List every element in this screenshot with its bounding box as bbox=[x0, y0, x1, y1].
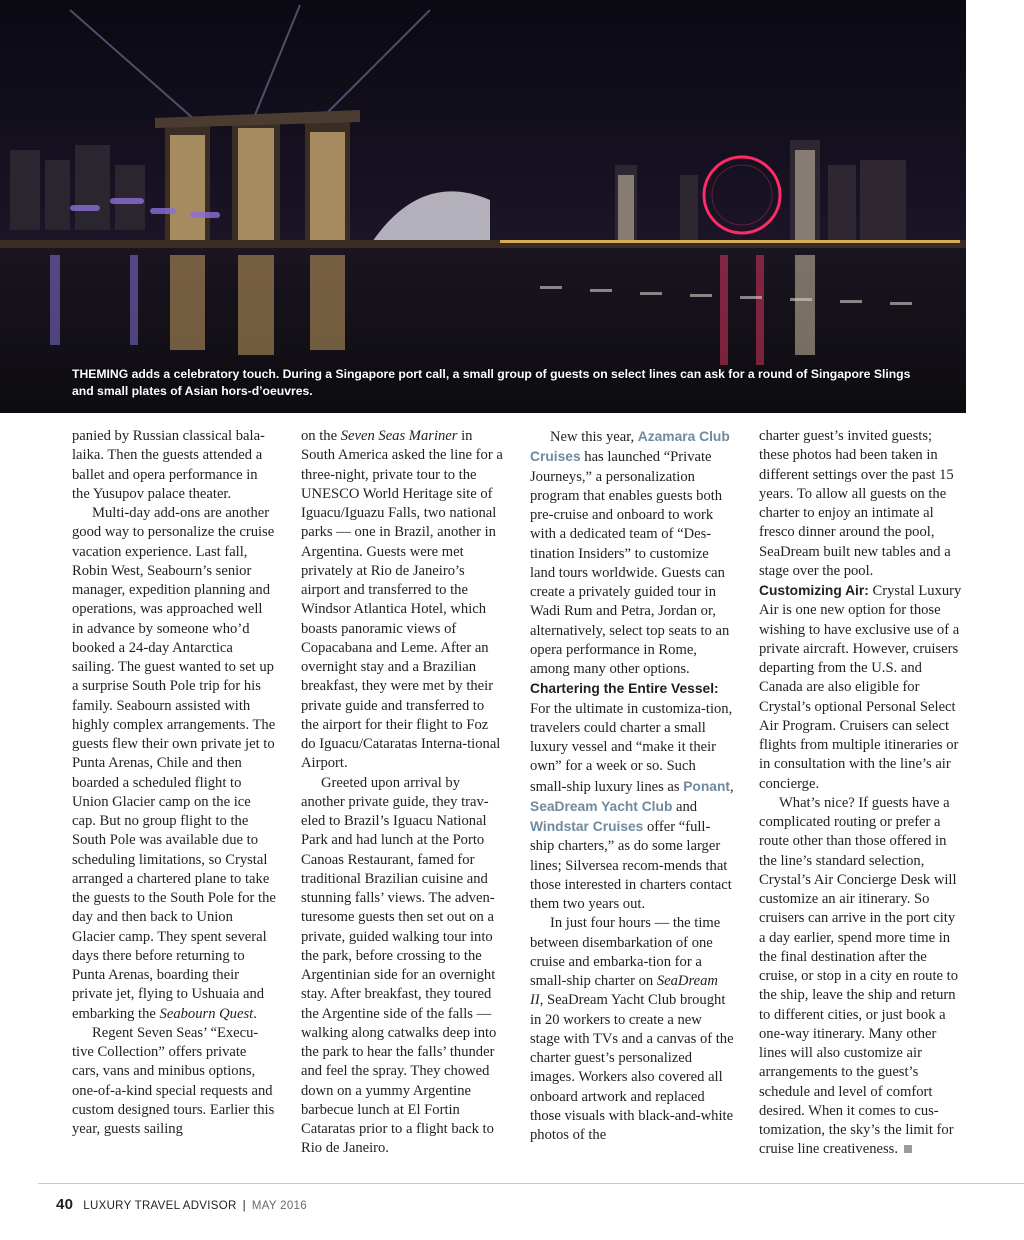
article-column-3 bbox=[530, 427, 734, 1145]
text-run: and bbox=[672, 798, 698, 815]
text-run: Multi-day add-ons are another good way to personalize the cruise vacation experience. Last fall, Robin West, Seabourn’s senior manager, expedition planning and operations, was approached well in advance by someone who’d booked a 24-day Antarctica sailing. The guest wanted to set up a surprise South Pole trip for his family. Seabourn assisted with highly complex arrangements. The guests flew their own private jet to Punta Arenas, Chile and then boarded a scheduled flight to Union Glacier camp on the ice cap. But no group flight to the South Pole was available due to scheduling limitations, so Crystal arranged a chartered plane to take the guests to the South Pole for the day and then back to Union Glacier camp. They spent several days there before returning to Punta Arenas, boarding their private jet, flying to Ushuaia and embarking the bbox=[72, 505, 276, 1022]
brand-azamara: Azamara Club Cruises bbox=[530, 429, 730, 465]
end-of-article-square-icon bbox=[904, 1145, 912, 1153]
caption-lead: THEMING bbox=[72, 367, 129, 381]
text-run: What’s nice? If guests have a complicated routing or prefer a route other than those offered in the line’s standard selection, Crystal’s Air Concierge Desk will customize an air itinerary. So cruisers can arrive in the port city a day earlier, spend more time in the final destination after the cruise, or stop in a city en route to the ship, leave the ship and return to different cities, or just book a one-way itinerary. Many other lines will also customize air arrangements to the guest’s schedule and level of comfort desired. When it comes to cus-tomization, the sky’s the limit for cruise line creativeness. bbox=[759, 794, 958, 1158]
photo-caption bbox=[72, 366, 932, 400]
skyline-illustration bbox=[0, 0, 966, 413]
text-run: For the ultimate in customiza-tion, travelers could charter a small luxury vessel and “make it their own” for a week or so. Such small-ship luxury lines as bbox=[530, 700, 733, 795]
paragraph: Regent Seven Seas’ “Execu-tive Collection” offers private cars, vans and minibus options, one-of-a-kind special requests and custom designed tours. Earlier this year, guests sailing bbox=[72, 1024, 275, 1137]
subhead-customizing-air: Customizing Air: bbox=[759, 583, 869, 598]
paragraph bbox=[759, 581, 963, 794]
brand-ponant: Ponant bbox=[683, 778, 730, 794]
brand-seadream: SeaDream Yacht Club bbox=[530, 798, 673, 814]
article-column-4 bbox=[759, 427, 963, 1160]
paragraph bbox=[530, 427, 734, 679]
brand-windstar: Windstar Cruises bbox=[530, 819, 644, 834]
paragraph: panied by Russian classical bala-laika. Then the guests attended a ballet and opera performance in the Yusupov palace theater. bbox=[72, 428, 265, 502]
text-run: New this year, bbox=[550, 429, 638, 445]
text-run: on the bbox=[301, 428, 341, 444]
ship-name: Seabourn Quest bbox=[159, 1005, 254, 1022]
paragraph: charter guest’s invited guests; these photos had been taken in different settings over the past 15 years. To allow all guests on the charter to enjoy an intimate al fresco dinner around the pool, SeaDream built new tables and a stage over the pool. bbox=[759, 428, 954, 579]
subhead-chartering: Chartering the Entire Vessel: bbox=[530, 681, 719, 697]
text-run: . bbox=[253, 1005, 257, 1022]
caption-text: adds a celebratory touch. During a Singapore port call, a small group of guests on select lines can ask for a round of Singapore Slings and small plates of Asian hors-d’oeuvres. bbox=[72, 367, 911, 398]
text-run: , SeaDream Yacht Club brought in 20 workers to create a new stage with TVs and a canvas of the charter guest’s personalized images. Workers also covered all onboard artwork and replaced those visuals with black-and-white photos of the bbox=[530, 992, 734, 1143]
text-run: , bbox=[730, 778, 734, 795]
article-column-2 bbox=[301, 427, 505, 1159]
text-run: In just four hours — the time between disembarkation of one cruise and embarka-tion for a small-ship charter on bbox=[530, 915, 721, 989]
paragraph bbox=[72, 504, 276, 1024]
footer-divider bbox=[38, 1183, 1024, 1184]
paragraph bbox=[759, 794, 963, 1160]
article-column-1 bbox=[72, 427, 276, 1139]
ship-name: Seven Seas Mariner bbox=[340, 428, 458, 444]
text-run: has launched “Private Journeys,” a personalization program that enables guests both pre-cruise and onboard to work with a dedicated team of “Des-tination Insiders” to customize land tours worldwide. Guests can create a privately guided tour in Wadi Rum and Petra, Jordan or, alternatively, select top seats to an opera performance in Rome, among many other options. bbox=[530, 449, 730, 677]
paragraph bbox=[530, 914, 734, 1145]
paragraph: Greeted upon arrival by another private guide, they trav-eled to Brazil’s Iguacu National Park and had lunch at the Porto Canoas Restaurant, famed for traditional Brazilian cuisine and stunning falls’ views. The adven-turesome guests then set out on a private, guided walking tour into the park, before crossing to the Argentinian side for an overnight stay. After breakfast, they toured the Argentine side of the falls — walking along catwalks deep into the park to hear the falls’ thunder and feel the spray. They chowed down on a yummy Argentine barbecue lunch at El Fortin Cataratas prior to a flight back to Rio de Janeiro. bbox=[301, 774, 497, 1157]
issue-date: MAY 2016 bbox=[251, 1200, 307, 1212]
singapore-skyline-night-photo bbox=[0, 0, 966, 413]
footer-separator: | bbox=[242, 1200, 246, 1212]
page-number: 40 bbox=[56, 1196, 74, 1213]
publication-name: LUXURY TRAVEL ADVISOR bbox=[83, 1200, 237, 1212]
paragraph bbox=[530, 679, 734, 914]
text-run: in South America asked the line for a three-night, private tour to the UNESCO World Heritage site of Iguacu/Iguazu Falls, two national parks — one in Brazil, another in Argentina. Guests were met privately at Rio de Janeiro’s airport and transferred to the Windsor Atlantica Hotel, which boasts panoramic views of Copacabana and Leme. After an overnight stay and a Brazilian breakfast, they were met by their private guide and transferred to the airport for their flight to Foz do Iguacu/Cataratas Interna-tional Airport. bbox=[301, 428, 503, 772]
paragraph bbox=[301, 427, 505, 774]
text-run: offer “full-ship charters,” as do some larger lines; Silversea recom-mends that those interested in charters contact them two years out. bbox=[530, 819, 732, 912]
text-run: Crystal Luxury Air is one new option for those wishing to have exclusive use of a private aircraft. However, cruisers departing from the U.S. and Canada are also eligible for Crystal’s optional Personal Select Air Program. Cruisers can select flights from multiple itineraries or in consultation with the line’s air concierge. bbox=[759, 583, 962, 792]
ship-name: SeaDream II bbox=[530, 973, 718, 1009]
page-footer bbox=[56, 1196, 307, 1213]
